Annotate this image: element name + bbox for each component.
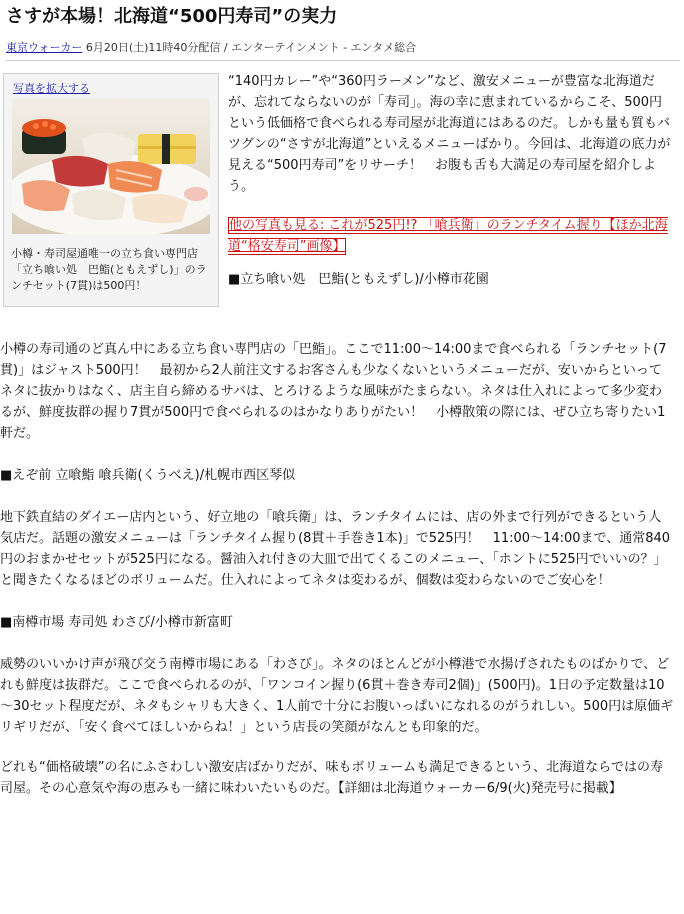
- source-link[interactable]: 東京ウォーカー: [6, 41, 83, 54]
- sushi-photo[interactable]: [12, 98, 210, 234]
- sushi-image: [12, 98, 210, 234]
- article-headline: さすが本場！北海道“500円寿司”の実力: [6, 6, 338, 27]
- enlarge-photo-link[interactable]: 写真を拡大する: [13, 82, 90, 95]
- closing-paragraph: どれも“価格破壊”の名にふさわしい激安店ばかりだが、味もボリュームも満足できるという、北海道ならではの寿司屋。その心意気や海の恵みも一緒に味わいたいものだ。【詳細は北海道ウォーカー6/9(火)発売号に掲載】: [0, 760, 663, 796]
- related-photos-link[interactable]: 他の写真も見る: これが525円!? 「喰兵衛」のランチタイム握り【ほか北海道“格安寿司”画像】: [228, 218, 668, 254]
- photo-box: [3, 73, 219, 307]
- shop-heading-3: ■南樽市場 寿司処 わさび/小樽市新富町: [0, 615, 233, 630]
- photo-caption: 小樽・寿司屋通唯一の立ち食い専門店「立ち喰い処 巴鮨(ともえずし)」のランチセット(7貫)は500円！: [11, 247, 207, 292]
- article-meta: [6, 40, 680, 61]
- shop-body-1: 小樽の寿司通のど真ん中にある立ち食い専門店の「巴鮨」。ここで11:00～14:00まで食べられる「ランチセット(7貫)」はジャスト500円！ 最初から2人前注文するお客さんも少なくないというメニューだが、安いからといってネタに抜かりはなく、店主自ら締めるサバは、とろけるような風味がたまらない。ネタは仕入れによって多少変わるが、鮮度抜群の握り7貫が500円で食べられるのはかなりありがたい！ 小樽散策の際には、ぜひ立ち寄りたい1軒だ。: [0, 342, 667, 441]
- shop-body-3: 威勢のいいかけ声が飛び交う南樽市場にある「わさび」。ネタのほとんどが小樽港で水揚げされたものばかりで、どれも鮮度は抜群だ。ここで食べられるのが、「ワンコイン握り(6貫＋巻き寿司2個)」(500円)。1日の予定数量は10～30セット程度だが、ネタもシャリも大きく、1人前で十分にお腹いっぱいになれるのがうれしい。500円は原価ギリギリだが、「安く食べてほしいからね！」という店長の笑顔がなんとも印象的だ。: [0, 657, 674, 735]
- shop-heading-2: ■えぞ前 立喰鮨 喰兵衛(くうべえ)/札幌市西区琴似: [0, 468, 296, 483]
- shop-body-2: 地下鉄直結のダイエー店内という、好立地の「喰兵衛」は、ランチタイムには、店の外まで行列ができるという人気店だ。話題の激安メニューは「ランチタイム握り(8貫＋手巻き1本)」で525円！ 11:00～14:00まで、通常840円のおまかせセットが525円になる。醤油入れ付きの大皿で出てくるこのメニュー、「ホントに525円でいいの？」と聞きたくなるほどのボリュームだ。仕入れによってネタは変わるが、個数は変わらないのでご安心を！: [0, 510, 671, 588]
- intro-text: “140円カレー”や“360円ラーメン”など、激安メニューが豊富な北海道だが、忘れてならないのが「寿司」。海の幸に恵まれているからこそ、500円という低価格で食べられる寿司屋が北海道にはあるのだ。しかも量も質もバツグンの“さすが北海道”といえるメニューばかり。今回は、北海道の底力が見える“500円寿司”をリサーチ！ お腹も舌も大満足の寿司屋を紹介しよう。: [228, 74, 671, 194]
- shop-heading-1: ■立ち喰い処 巴鮨(ともえずし)/小樽市花園: [228, 272, 489, 287]
- article-body: [0, 339, 674, 799]
- intro-block: [228, 71, 674, 290]
- article-page: [6, 4, 680, 61]
- dateline: 6月20日(土)11時40分配信 / エンターテインメント - エンタメ総合: [85, 41, 417, 54]
- related-photos: [228, 215, 674, 257]
